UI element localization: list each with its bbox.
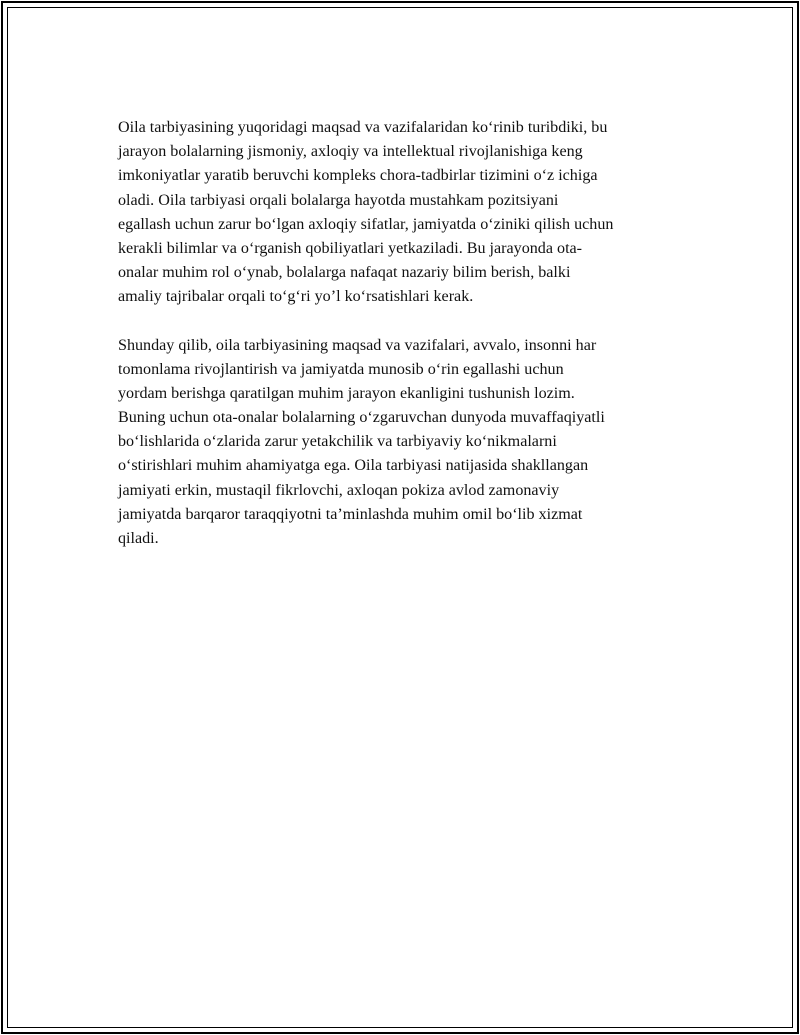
text-line: onalar muhim rol oʻynab, bolalarga nafaqat nazariy bilim berish, balki <box>118 264 571 282</box>
text-line: jamiyatda barqaror taraqqiyotni taʼminlashda muhim omil boʻlib xizmat <box>118 505 583 523</box>
text-line: Oila tarbiyasining yuqoridagi maqsad va vazifalaridan koʻrinib turibdiki, bu <box>118 119 608 136</box>
text-line: boʻlishlarida oʻzlarida zarur yetakchilik va tarbiyaviy koʻnikmalarni <box>118 433 557 451</box>
text-line: imkoniyatlar yaratib beruvchi kompleks chora-tadbirlar tizimini oʻz ichiga <box>118 167 598 185</box>
text-line: amaliy tajribalar orqali toʻgʻri yoʼl koʻrsatishlari kerak. <box>118 288 474 306</box>
text-line: yordam berishga qaratilgan muhim jarayon ekanligini tushunish lozim. <box>118 384 575 402</box>
text-line: kerakli bilimlar va oʻrganish qobiliyatlari yetkaziladi. Bu jarayonda ota- <box>118 239 583 257</box>
text-line: jarayon bolalarning jismoniy, axloqiy va intellektual rivojlanishiga keng <box>118 143 583 161</box>
document-body <box>118 116 696 551</box>
paragraph-spacer <box>118 310 696 334</box>
paragraph-2 <box>118 334 696 552</box>
text-line: Buning uchun ota-onalar bolalarning oʻzgaruvchan dunyoda muvaffaqiyatli <box>118 409 605 427</box>
text-line: oladi. Oila tarbiyasi orqali bolalarga hayotda mustahkam pozitsiyani <box>118 191 559 209</box>
text-line: Shunday qilib, oila tarbiyasining maqsad va vazifalari, avvalo, insonni har <box>118 336 597 354</box>
text-line: tomonlama rivojlantirish va jamiyatda munosib oʻrin egallashi uchun <box>118 360 564 378</box>
text-line: jamiyati erkin, mustaqil fikrlovchi, axloqan pokiza avlod zamonaviy <box>118 481 560 499</box>
paragraph-1 <box>118 116 696 310</box>
text-line: oʻstirishlari muhim ahamiyatga ega. Oila tarbiyasi natijasida shakllangan <box>118 457 589 475</box>
text-line: qiladi. <box>118 530 159 547</box>
text-line: egallash uchun zarur boʻlgan axloqiy sifatlar, jamiyatda oʻziniki qilish uchun <box>118 215 614 233</box>
